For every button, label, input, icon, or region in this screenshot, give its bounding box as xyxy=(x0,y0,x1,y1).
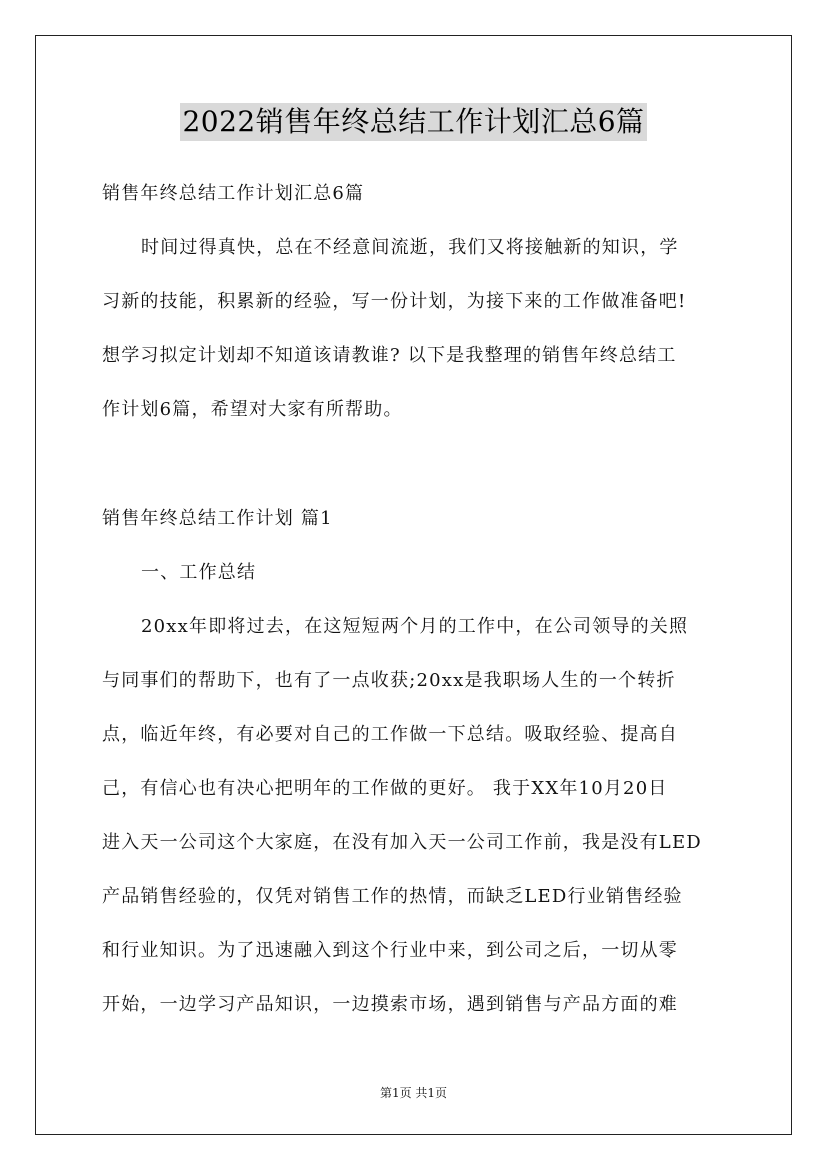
subsection-heading: 一、工作总结 xyxy=(141,562,257,583)
body-line: 己，有信心也有决心把明年的工作做的更好。 我于XX年10月20日 xyxy=(102,778,668,799)
section-heading: 销售年终总结工作计划 篇1 xyxy=(102,508,333,529)
document-title: 2022销售年终总结工作计划汇总6篇 xyxy=(180,103,646,141)
body-line: 开始，一边学习产品知识，一边摸索市场，遇到销售与产品方面的难 xyxy=(102,994,678,1015)
intro-line: 想学习拟定计划却不知道该请教谁? 以下是我整理的销售年终总结工 xyxy=(102,345,677,366)
page-footer: 第1页 共1页 xyxy=(379,1086,448,1100)
intro-line: 习新的技能，积累新的经验，写一份计划，为接下来的工作做准备吧! xyxy=(102,291,687,312)
title-wrap xyxy=(0,103,827,141)
body-line: 20xx年即将过去，在这短短两个月的工作中，在公司领导的关照 xyxy=(141,616,689,637)
intro-line: 作计划6篇，希望对大家有所帮助。 xyxy=(102,399,403,420)
body-line: 与同事们的帮助下，也有了一点收获;20xx是我职场人生的一个转折 xyxy=(102,670,676,691)
intro-line: 时间过得真快，总在不经意间流逝，我们又将接触新的知识，学 xyxy=(141,237,679,258)
body-line: 产品销售经验的，仅凭对销售工作的热情，而缺乏LED行业销售经验 xyxy=(102,886,683,907)
subtitle-line: 销售年终总结工作计划汇总6篇 xyxy=(102,183,365,204)
body-line: 点，临近年终，有必要对自己的工作做一下总结。吸取经验、提高自 xyxy=(102,724,678,745)
body-line: 和行业知识。为了迅速融入到这个行业中来，到公司之后，一切从零 xyxy=(102,940,678,961)
body-line: 进入天一公司这个大家庭，在没有加入天一公司工作前，我是没有LED xyxy=(102,832,702,853)
